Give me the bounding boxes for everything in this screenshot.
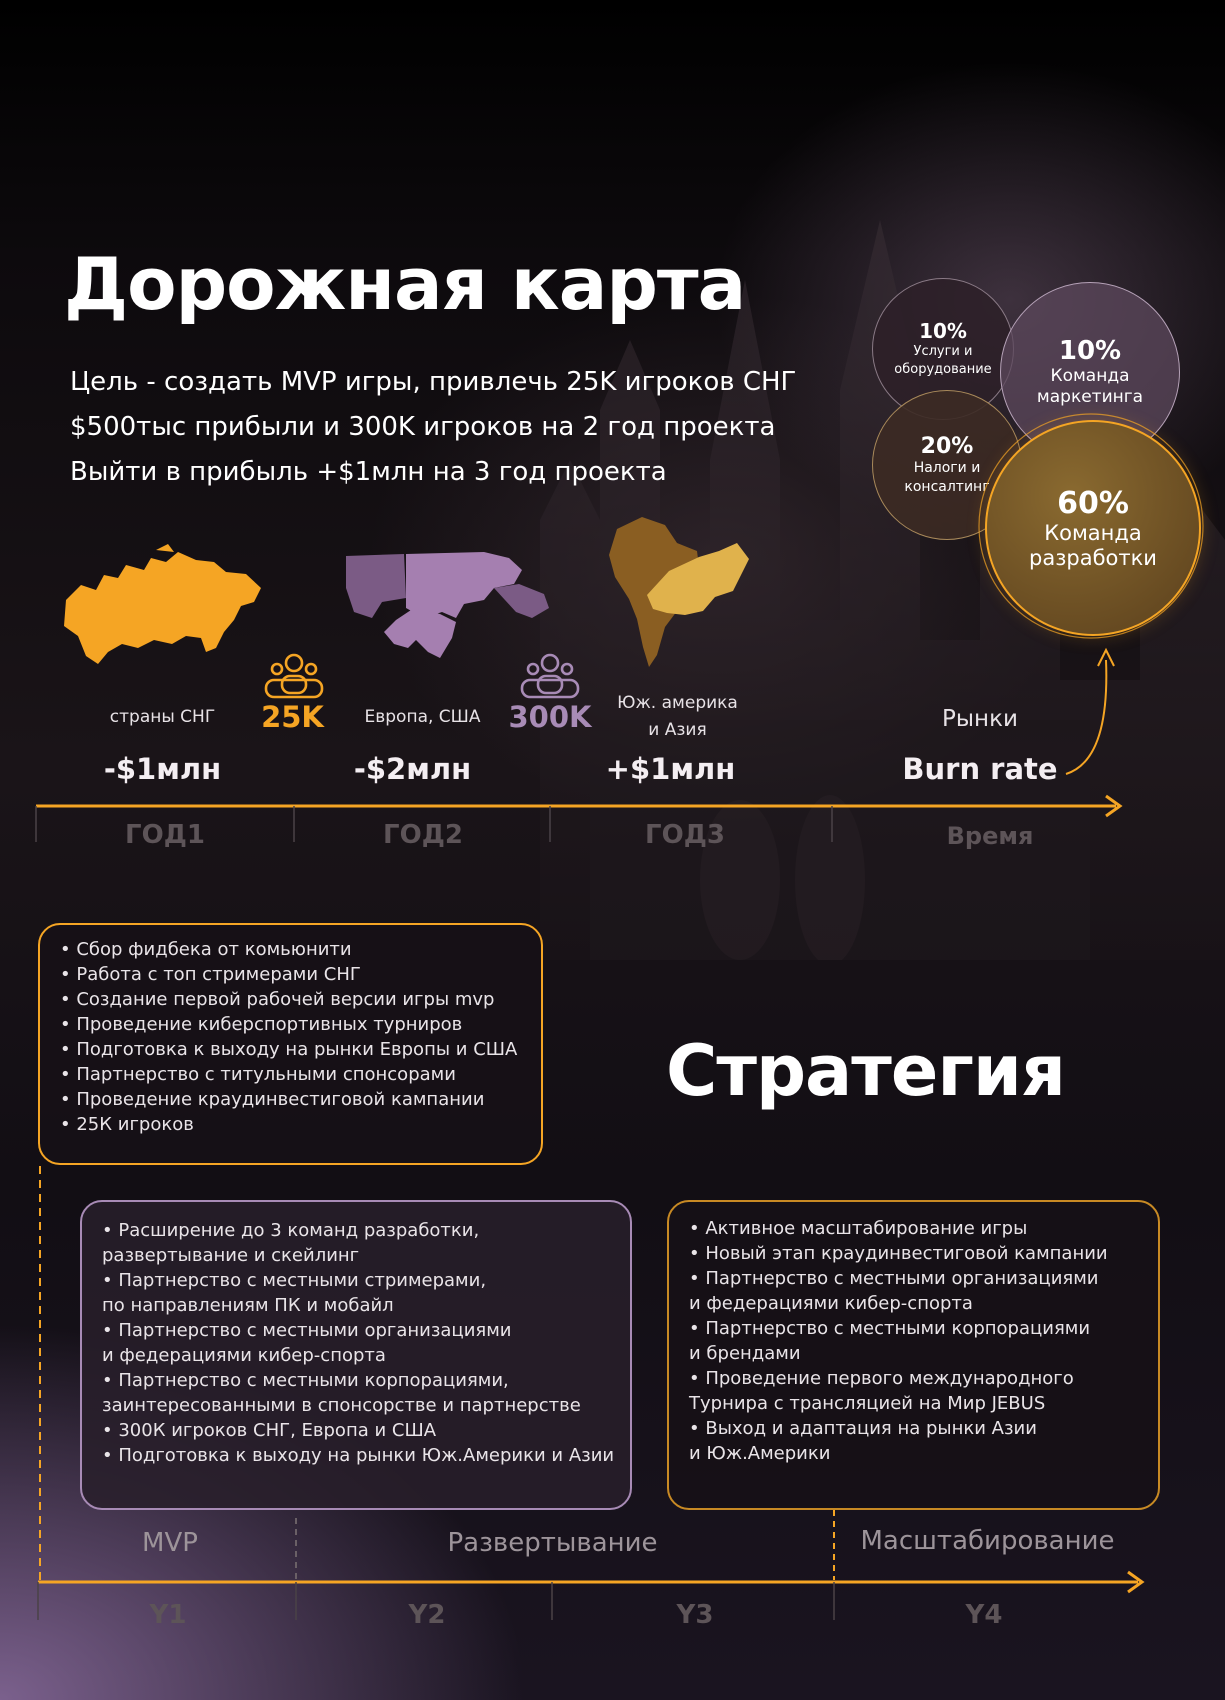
budget-label: Команда [1044, 520, 1142, 545]
strategy-item: • Подготовка к выходу на рынки Юж.Америки и Азии [102, 1445, 615, 1466]
budget-percent: 10% [1058, 336, 1122, 366]
strategy-item: • 300К игроков СНГ, Европа и США [102, 1420, 437, 1441]
strategy-item: • Работа с топ стримерами СНГ [60, 964, 361, 985]
players-count: 25K [261, 700, 324, 734]
budget-label: Команда [1050, 366, 1130, 386]
strategy-item: • Проведение краудинвестиговой кампании [60, 1089, 485, 1110]
year-label: ГОД2 [383, 820, 463, 850]
phase-label: MVP [142, 1528, 198, 1558]
goals-list [70, 360, 796, 495]
south-america-asia-map-icon [607, 515, 752, 675]
year-label: Y4 [965, 1600, 1003, 1630]
year-profit: +$1млн [605, 752, 736, 786]
players-count: 300K [508, 700, 592, 734]
market-label: Европа, США [364, 707, 481, 727]
strategy-item: и Юж.Америки [689, 1443, 831, 1464]
europe-usa-map-icon [344, 548, 554, 666]
burn-rate-label: Burn rate [902, 752, 1058, 786]
strategy-title: Стратегия [666, 1030, 1065, 1112]
year-label: Y2 [408, 1600, 446, 1630]
strategy-box-year1 [38, 923, 543, 1165]
strategy-item: • Выход и адаптация на рынки Азии [689, 1418, 1037, 1439]
phase-label: Масштабирование [860, 1526, 1115, 1556]
strategy-item: • Новый этап краудинвестиговой кампании [689, 1243, 1108, 1264]
strategy-item: Турнира с трансляцией на Мир JEBUS [689, 1393, 1046, 1414]
budget-percent: 10% [919, 319, 967, 343]
russia-map-icon [56, 540, 266, 670]
strategy-item: и брендами [689, 1343, 801, 1364]
strategy-item: • 25К игроков [60, 1114, 194, 1135]
strategy-item: • Создание первой рабочей версии игры mvp [60, 989, 495, 1010]
budget-label: маркетинга [1036, 387, 1144, 407]
market-label: страны СНГ [109, 707, 216, 727]
budget-percent: 60% [1057, 485, 1129, 521]
market-label: Юж. америка [617, 693, 738, 713]
goal-line: Цель - создать MVP игры, привлечь 25K игроков СНГ [70, 367, 797, 397]
goal-line: $500тыс прибыли и 300K игроков на 2 год проекта [70, 412, 776, 442]
strategy-item: • Партнерство с титульными спонсорами [60, 1064, 456, 1085]
budget-percent: 20% [920, 433, 974, 459]
strategy-item: • Расширение до 3 команд разработки, [102, 1220, 480, 1241]
time-label: Время [946, 822, 1034, 850]
users-icon [262, 652, 326, 700]
strategy-item: • Партнерство с местными корпорациями [689, 1318, 1091, 1339]
strategy-item: и федерациями кибер-спорта [102, 1345, 386, 1366]
budget-label: Налоги и [913, 459, 981, 476]
strategy-item: • Партнерство с местными корпорациями, [102, 1370, 509, 1391]
strategy-item: • Проведение первого международного [689, 1368, 1074, 1389]
strategy-item: • Партнерство с местными стримерами, [102, 1270, 487, 1291]
budget-label: консалтинг [904, 478, 990, 495]
strategy-timeline-axis [0, 1160, 1225, 1630]
strategy-item: • Партнерство с местными организациями [102, 1320, 512, 1341]
strategy-item: и федерациями кибер-спорта [689, 1293, 973, 1314]
year-label: Y1 [149, 1600, 187, 1630]
year-label: ГОД1 [125, 820, 205, 850]
market-label: и Азия [648, 720, 707, 740]
curved-arrow-icon [1060, 640, 1120, 780]
strategy-item: заинтересованными в спонсорстве и партнерстве [102, 1395, 581, 1416]
markets-heading: Рынки [942, 706, 1018, 732]
phase-label: Развертывание [447, 1528, 658, 1558]
strategy-item: • Сбор фидбека от комьюнити [60, 939, 352, 960]
budget-label: Услуги и [913, 344, 973, 359]
orbit-ring-icon [975, 410, 1207, 642]
budget-label: разработки [1029, 545, 1157, 570]
year-label: ГОД3 [645, 820, 725, 850]
year-profit: -$1млн [103, 752, 222, 786]
strategy-item: • Проведение киберспортивных турниров [60, 1014, 463, 1035]
goal-line: Выйти в прибыль +$1млн на 3 год проекта [70, 457, 667, 487]
strategy-item: по направлениям ПК и мобайл [102, 1295, 394, 1316]
strategy-item: • Подготовка к выходу на рынки Европы и США [60, 1039, 518, 1060]
strategy-item: • Партнерство с местными организациями [689, 1268, 1099, 1289]
budget-label: оборудование [894, 362, 992, 377]
strategy-item: развертывание и скейлинг [102, 1245, 360, 1266]
year-label: Y3 [676, 1600, 714, 1630]
strategy-item: • Активное масштабирование игры [689, 1218, 1028, 1239]
page-title: Дорожная карта [64, 242, 746, 326]
year-profit: -$2млн [353, 752, 472, 786]
users-icon [518, 652, 582, 700]
